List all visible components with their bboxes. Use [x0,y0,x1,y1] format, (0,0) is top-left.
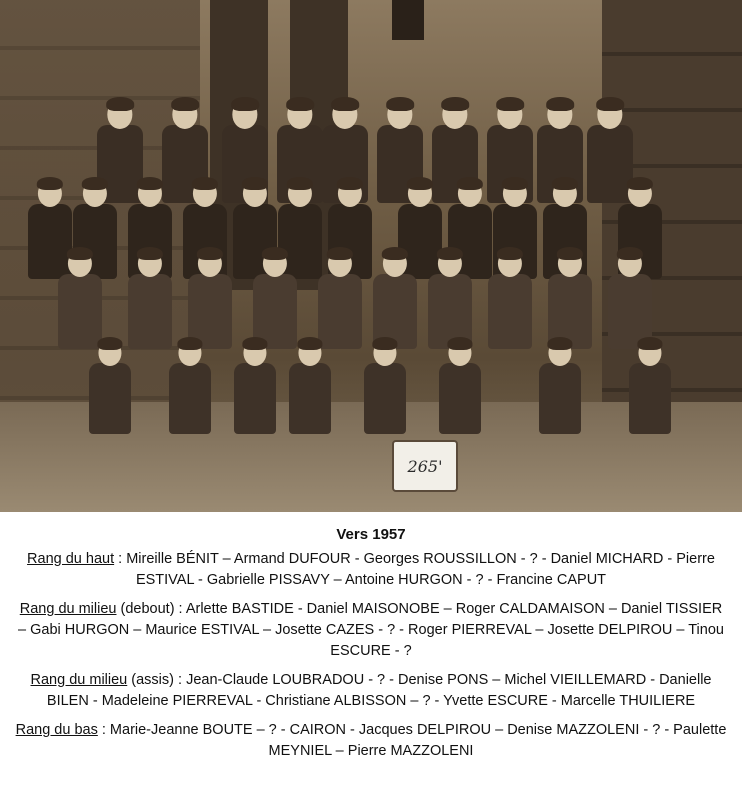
child-hair [382,247,408,260]
child-body [234,363,276,434]
child-hair [242,177,268,190]
row-suffix: (debout) [116,601,175,617]
row-names: : Arlette BASTIDE - Daniel MAISONOBE – Roger CALDAMAISON – Daniel TISSIER – Gabi HURGON – Maurice ESTIVAL – Josette CAZES - ? - Roger PIERREVAL – Josette DELPIROU – Tinou ESCURE - ? [18,601,724,659]
child-figure [629,340,671,441]
caption-row-bottom [14,720,728,762]
child-hair [447,337,472,350]
child-hair [617,247,643,260]
child-hair [327,247,353,260]
child-hair [262,247,288,260]
child-figure [169,340,211,441]
row-names: : Marie-Jeanne BOUTE – ? - CAIRON - Jacques DELPIROU – Denise MAZZOLENI - ? - Paulette MEYNIEL – Pierre MAZZOLENI [97,722,727,759]
child-hair [177,337,202,350]
child-body [128,274,172,349]
slate-board: 265' [392,440,458,492]
child-hair [496,97,524,111]
child-hair [386,97,414,111]
child-hair [287,177,313,190]
child-hair [547,337,572,350]
child-hair [97,337,122,350]
child-hair [437,247,463,260]
child-hair [457,177,483,190]
row-label: Rang du milieu [30,672,128,688]
child-body [169,363,211,434]
child-hair [637,337,662,350]
child-hair [37,177,63,190]
child-body [539,363,581,434]
child-hair [546,97,574,111]
child-hair [557,247,583,260]
child-hair [407,177,433,190]
child-figure [289,340,331,441]
child-hair [441,97,469,111]
child-hair [242,337,267,350]
caption-row-middle-standing [14,599,728,662]
child-body [629,363,671,434]
row-names: : Mireille BÉNIT – Armand DUFOUR - Georges ROUSSILLON - ? - Daniel MICHARD - Pierre ESTIVAL - Gabrielle PISSAVY – Antoine HURGON - ? - Francine CAPUT [114,551,715,588]
child-body [89,363,131,434]
child-hair [596,97,624,111]
child-hair [137,247,163,260]
child-figure [488,250,532,356]
child-body [439,363,481,434]
caption-row-middle-seated [14,670,728,712]
row-label: Rang du haut [27,551,115,567]
child-hair [372,337,397,350]
child-hair [497,247,523,260]
child-hair [231,97,259,111]
child-hair [192,177,218,190]
row-label: Rang du milieu [19,601,117,617]
child-figure [128,250,172,356]
child-hair [82,177,108,190]
child-hair [627,177,653,190]
child-body [364,363,406,434]
caption-title: Vers 1957 [336,526,406,543]
child-body [289,363,331,434]
child-hair [337,177,363,190]
child-hair [137,177,163,190]
row-suffix: (assis) [127,672,174,688]
child-figure [364,340,406,441]
row-label: Rang du bas [15,722,98,738]
child-hair [502,177,528,190]
child-hair [197,247,223,260]
child-hair [286,97,314,111]
row-names: : Jean-Claude LOUBRADOU - ? - Denise PONS – Michel VIEILLEMARD - Danielle BILEN - Madeleine PIERREVAL - Christiane ALBISSON – ? - Yvette ESCURE - Marcelle THUILIERE [46,672,712,709]
window [392,0,424,40]
child-hair [552,177,578,190]
caption-row-top [14,549,728,591]
child-figure [439,340,481,441]
child-hair [331,97,359,111]
child-figure [539,340,581,441]
child-body [318,274,362,349]
child-body [58,274,102,349]
child-hair [171,97,199,111]
caption [0,512,742,762]
child-figure [89,340,131,441]
child-hair [67,247,93,260]
child-hair [106,97,134,111]
child-figure [234,340,276,441]
child-hair [297,337,322,350]
child-body [488,274,532,349]
